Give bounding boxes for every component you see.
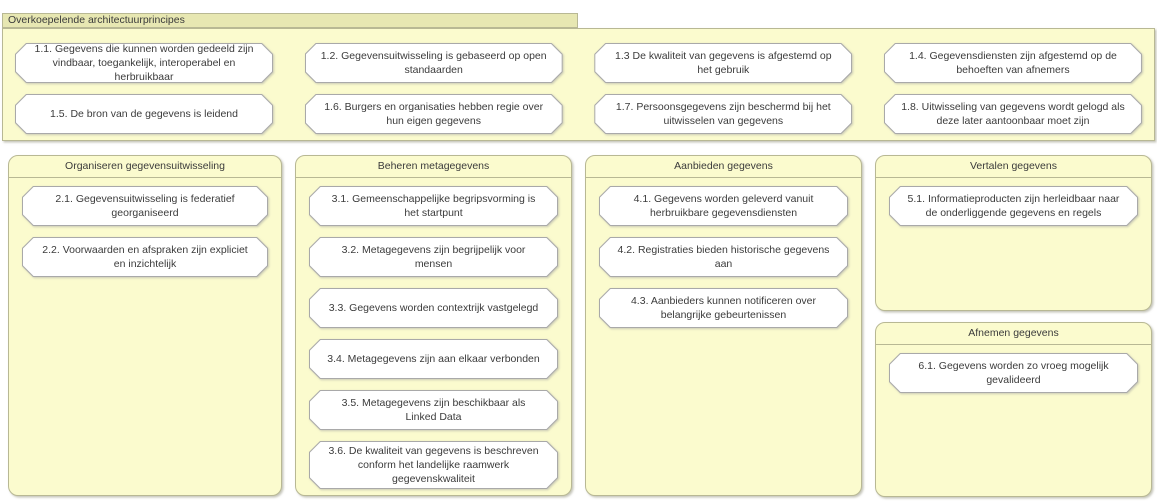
principle-label: 3.6. De kwaliteit van gegevens is beschreven conform het landelijke raamwerk gegevenskwaliteit [328, 445, 539, 485]
principle-label: 3.1. Gemeenschappelijke begripsvorming is het startpunt [331, 193, 536, 219]
principle-3-3 [309, 288, 558, 328]
principle-label: 3.3. Gegevens worden contextrijk vastgelegd [328, 302, 539, 314]
principle-1-4 [884, 43, 1142, 83]
group-title: Aanbieden gegevens [586, 156, 861, 178]
group-vertalen-gegevens [875, 155, 1152, 311]
group-afnemen-gegevens [875, 322, 1152, 497]
group-title: Organiseren gegevensuitwisseling [9, 156, 281, 178]
principle-label: 3.5. Metagegevens zijn beschikbaar als Linked Data [341, 397, 526, 423]
principle-label: 1.7. Persoonsgegevens zijn beschermd bij het uitwisselen van gegevens [615, 101, 831, 127]
principle-label: 1.5. De bron van de gegevens is leidend [50, 108, 238, 120]
principle-label: 1.8. Uitwisseling van gegevens wordt gelogd als deze later aantoonbaar moet zijn [901, 101, 1125, 127]
group-beheren-metagegevens [295, 155, 572, 496]
principle-label: 4.2. Registraties bieden historische gegevens aan [617, 244, 830, 270]
principle-4-3 [599, 288, 848, 328]
group-title: Beheren metagegevens [296, 156, 571, 178]
group-overkoepelend-body [2, 28, 1155, 141]
group-organiseren-gegevensuitwisseling [8, 155, 282, 496]
principle-1-1 [15, 43, 273, 83]
principle-label: 2.1. Gegevensuitwisseling is federatief georganiseerd [55, 193, 235, 219]
principle-label: 2.2. Voorwaarden en afspraken zijn expliciet en inzichtelijk [42, 244, 248, 270]
principle-label: 4.3. Aanbieders kunnen notificeren over belangrijke gebeurtenissen [630, 295, 817, 321]
principle-label: 3.2. Metagegevens zijn begrijpelijk voor mensen [341, 244, 526, 270]
principle-2-1 [22, 186, 268, 226]
principle-label: 1.2. Gegevensuitwisseling is gebaseerd op open standaarden [320, 50, 547, 76]
principle-label: 6.1. Gegevens worden zo vroeg mogelijk gevalideerd [918, 360, 1109, 386]
group-body [876, 345, 1151, 401]
principle-3-6 [309, 441, 558, 489]
group-body [296, 178, 571, 497]
group-body [586, 178, 861, 336]
principle-4-1 [599, 186, 848, 226]
principle-label: 1.1. Gegevens die kunnen worden gedeeld zijn vindbaar, toegankelijk, interoperabel en herbruikbaar [34, 43, 254, 83]
group-aanbieden-gegevens [585, 155, 862, 496]
principle-1-8 [884, 94, 1142, 134]
principle-3-1 [309, 186, 558, 226]
principle-label: 4.1. Gegevens worden geleverd vanuit herbruikbare gegevensdiensten [633, 193, 814, 219]
group-title: Vertalen gegevens [876, 156, 1151, 178]
principle-label: 1.4. Gegevensdiensten zijn afgestemd op de behoeften van afnemers [909, 50, 1117, 76]
principle-1-6 [305, 94, 563, 134]
principle-label: 1.3 De kwaliteit van gegevens is afgestemd op het gebruik [615, 50, 832, 76]
principle-4-2 [599, 237, 848, 277]
principle-1-3 [594, 43, 852, 83]
group-title: Afnemen gegevens [876, 323, 1151, 345]
principle-3-5 [309, 390, 558, 430]
principle-1-7 [594, 94, 852, 134]
principle-1-2 [305, 43, 563, 83]
principle-label: 1.6. Burgers en organisaties hebben regie over hun eigen gegevens [324, 101, 544, 127]
principle-label: 3.4. Metagegevens zijn aan elkaar verbonden [327, 353, 540, 365]
group-body [9, 178, 281, 285]
principle-5-1 [889, 186, 1138, 226]
group-overkoepelend-tab: Overkoepelende architectuurprincipes [2, 13, 578, 28]
principle-3-2 [309, 237, 558, 277]
principle-6-1 [889, 353, 1138, 393]
principle-3-4 [309, 339, 558, 379]
group-body [876, 178, 1151, 234]
principle-1-5 [15, 94, 273, 134]
principle-label: 5.1. Informatieproducten zijn herleidbaar naar de onderliggende gegevens en regels [907, 193, 1120, 219]
principle-2-2 [22, 237, 268, 277]
